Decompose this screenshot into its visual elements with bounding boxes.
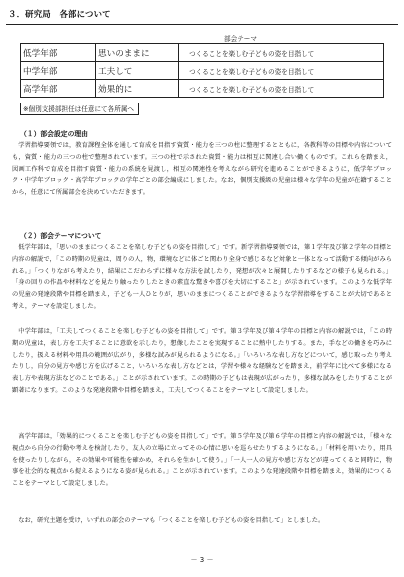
dept-goal: つくることを楽しむ子どもの姿を目指して [179,62,384,80]
section-title: ３．研究局 各部について [8,9,111,19]
dept-goal: つくることを楽しむ子どもの姿を目指して [179,44,384,62]
page-number: － 3 － [190,556,214,564]
theme-header: 部会テーマ [221,35,260,44]
dept-name: 低学年部 [21,44,96,62]
dept-theme: 思いのままに [96,44,179,62]
paragraph: 低学年部は，「思いのままにつくることを楽しむ子どもの姿を目指して」です。新学習指導要領では，第１学年及び第２学年の目標と内容の解説で，「この時期の児童は，周りの人，物，環境などに体ごと関わり全身で感じるなど対象と一体となって活動する傾向がみられる。」「つくりながら考えたり，結果にこだわらずに様々な方法を試したり，発想が次々と展開したりするなどの様子も見られる。」「身の回りの作品や材料などを見たり触ったりしたときの素直な驚きや喜びを大切にすること」が示されています。このような低学年の児童の発達段階や目標を踏まえ，子ども一人ひとりが，思いのままにつくることができるような学習指導をすることが大切であると考え，テーマを設定しました。 [12,244,392,310]
dept-theme: 効果的に [96,80,179,98]
table-row [21,62,384,80]
department-table [20,33,384,98]
section-heading: （１）部会設定の理由 [20,130,88,138]
dept-theme: 工夫して [96,62,179,80]
table-row [21,80,384,98]
dept-name: 中学年部 [21,62,96,80]
table-row [21,44,384,62]
title-divider [6,24,398,25]
paragraph: 学習指導要領では，教育課程全体を通して育成を目指す資質・能力を三つの柱に整理するとともに，各教科等の目標や内容についても，資質・能力の三つの柱で整理されています。三つの柱で示された資質・能力は相互に関連し合い働くものです。これらを踏まえ，図画工作科で育成を目指す資質・能力の系統を見渡し，相互の関連性を考えながら研究を進めることができるように，低学年ブロック・中学年ブロック・高学年ブロックの学年ごとの部会編成にしました。なお，個別支援級の児童は様々な学年の児童が在籍することから，任意にて所属部会を決めていただきます。 [12,142,392,197]
dept-name: 高学年部 [21,80,96,98]
paragraph: なお，研究主題を受け，いずれの部会のテーマも「つくることを楽しむ子どもの姿を目指して」としました。 [18,517,325,524]
section-heading: （２）部会テーマについて [20,232,102,240]
dept-goal: つくることを楽しむ子どもの姿を目指して [179,80,384,98]
table-note: ※個別支援部担任は任意にて各所属へ [20,103,139,115]
paragraph: 高学年部は，「効果的につくることを楽しむ子どもの姿を目指して」です。第５学年及び第６学年の目標と内容の解説では，「様々な視点から自分の行動や考えを検討したり，友人の立場に立ってその心情に思いを巡らせたりするようになる。」「材料を用いたり，用具を使ったりしながら，その効果や可能性を確かめ，それらを生かして使う。」「一人一人の見方や感じ方などが違ってくると同時に，物事を社会的な視点から捉えるようになる姿が見られる。」ことが示されています。このような発達段階や目標を踏まえ，効果的につくることをテーマとして設定しました。 [12,433,392,488]
paragraph: 中学年部は，「工夫してつくることを楽しむ子どもの姿を目指して」です。第３学年及び第４学年の目標と内容の解説では，「この時期の児童は，表し方を工夫することに意欲を示したり，想像したことを実現することに熱中したりする。また，手などの働きを巧みにしたり，扱える材料や用具の範囲が広がり，多様な試みが見られるようになる。」「いろいろな表し方などについて，感じ取ったり考えたりし，自分の見方や感じ方を広げること，いろいろな表し方などとは，学習や様々な経験などを踏まえ，前学年に比べて多様になる表し方や表現方法などのことである。」ことが示されています。この時期の子どもは表現が広がったり，多様な試みをしたりすることが顕著になります。このような発達段階や目標を踏まえ，工夫してつくることをテーマとして設定しました。 [12,328,392,394]
